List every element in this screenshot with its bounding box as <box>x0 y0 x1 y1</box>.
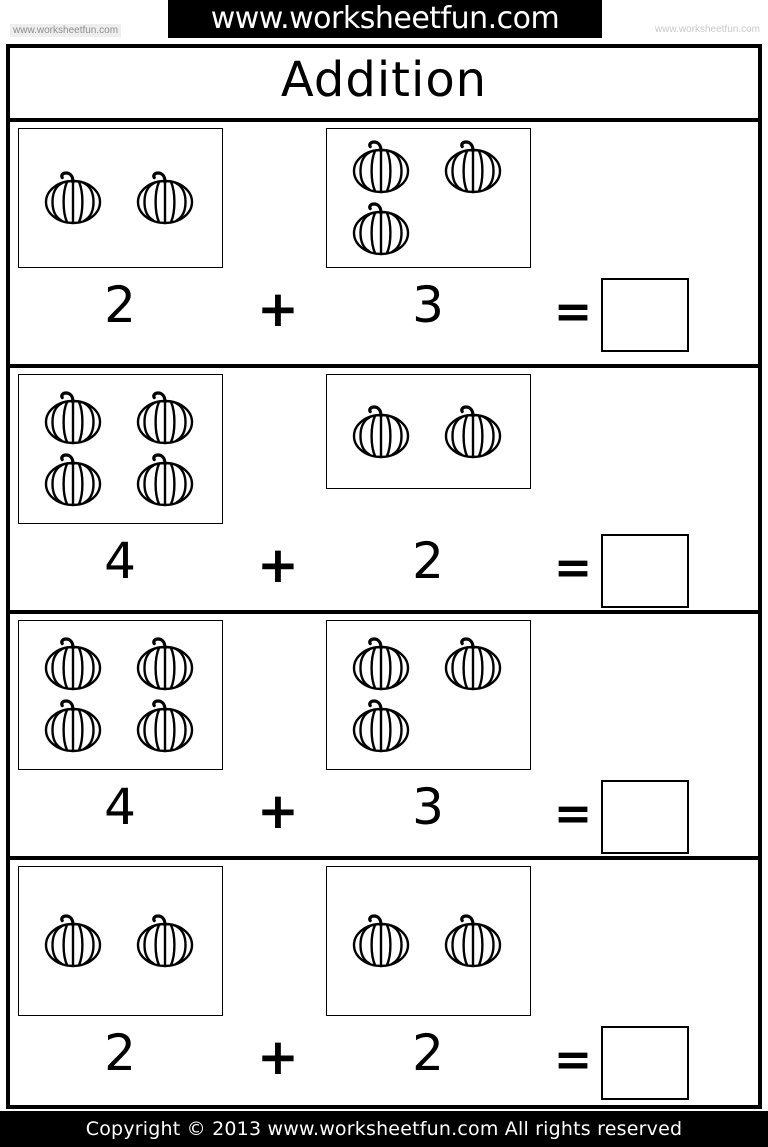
pumpkin-icon <box>335 401 427 463</box>
problem-list <box>10 122 758 1106</box>
worksheet-frame <box>6 44 762 1109</box>
addend-a-numeral: 2 <box>104 1024 136 1082</box>
pumpkin-icon <box>119 387 211 449</box>
pumpkin-icon <box>335 695 427 757</box>
watermark-right: www.worksheetfun.com <box>654 24 760 35</box>
pumpkin-icon <box>119 633 211 695</box>
addend-b-numeral: 2 <box>412 1024 444 1082</box>
answer-input-box[interactable] <box>601 534 689 608</box>
page-title: Addition <box>280 52 488 108</box>
site-title: www.worksheetfun.com <box>210 1 560 36</box>
top-banner <box>0 0 768 44</box>
plus-operator: + <box>257 782 299 840</box>
addend-a-object-group <box>18 128 223 268</box>
problem-row <box>10 368 758 614</box>
pumpkin-icon <box>335 633 427 695</box>
equals-operator: = <box>553 1032 593 1086</box>
pumpkin-icon <box>335 136 427 198</box>
answer-input-box[interactable] <box>601 278 689 352</box>
pumpkin-icon <box>27 695 119 757</box>
pumpkin-icon <box>27 387 119 449</box>
problem-row <box>10 860 758 1106</box>
addend-b-object-group <box>326 374 531 489</box>
equals-operator: = <box>553 540 593 594</box>
addend-a-object-group <box>18 866 223 1016</box>
pumpkin-icon <box>427 401 519 463</box>
plus-operator: + <box>257 536 299 594</box>
pumpkin-icon <box>335 910 427 972</box>
pumpkin-icon <box>27 633 119 695</box>
plus-operator: + <box>257 1028 299 1086</box>
pumpkin-icon <box>119 695 211 757</box>
pumpkin-icon <box>427 136 519 198</box>
addend-a-numeral: 4 <box>104 778 136 836</box>
addend-a-numeral: 4 <box>104 532 136 590</box>
addend-b-numeral: 2 <box>412 532 444 590</box>
equals-operator: = <box>553 284 593 338</box>
equals-operator: = <box>553 786 593 840</box>
problem-row <box>10 614 758 860</box>
pumpkin-icon <box>119 167 211 229</box>
pumpkin-icon <box>119 910 211 972</box>
addend-b-numeral: 3 <box>412 778 444 836</box>
addend-b-object-group <box>326 620 531 770</box>
plus-operator: + <box>257 280 299 338</box>
problem-row <box>10 122 758 368</box>
title-band <box>10 48 758 122</box>
pumpkin-icon <box>27 910 119 972</box>
watermark-left: www.worksheetfun.com <box>10 24 121 37</box>
addend-a-object-group <box>18 374 223 524</box>
addend-b-numeral: 3 <box>412 276 444 334</box>
addend-b-object-group <box>326 866 531 1016</box>
answer-input-box[interactable] <box>601 1026 689 1100</box>
addend-a-object-group <box>18 620 223 770</box>
copyright-notice: Copyright © 2013 www.worksheetfun.com All rights reserved <box>85 1118 683 1140</box>
addend-a-numeral: 2 <box>104 276 136 334</box>
pumpkin-icon <box>119 449 211 511</box>
pumpkin-icon <box>335 198 427 260</box>
addend-b-object-group <box>326 128 531 268</box>
answer-input-box[interactable] <box>601 780 689 854</box>
pumpkin-icon <box>27 449 119 511</box>
pumpkin-icon <box>427 910 519 972</box>
pumpkin-icon <box>27 167 119 229</box>
pumpkin-icon <box>427 633 519 695</box>
